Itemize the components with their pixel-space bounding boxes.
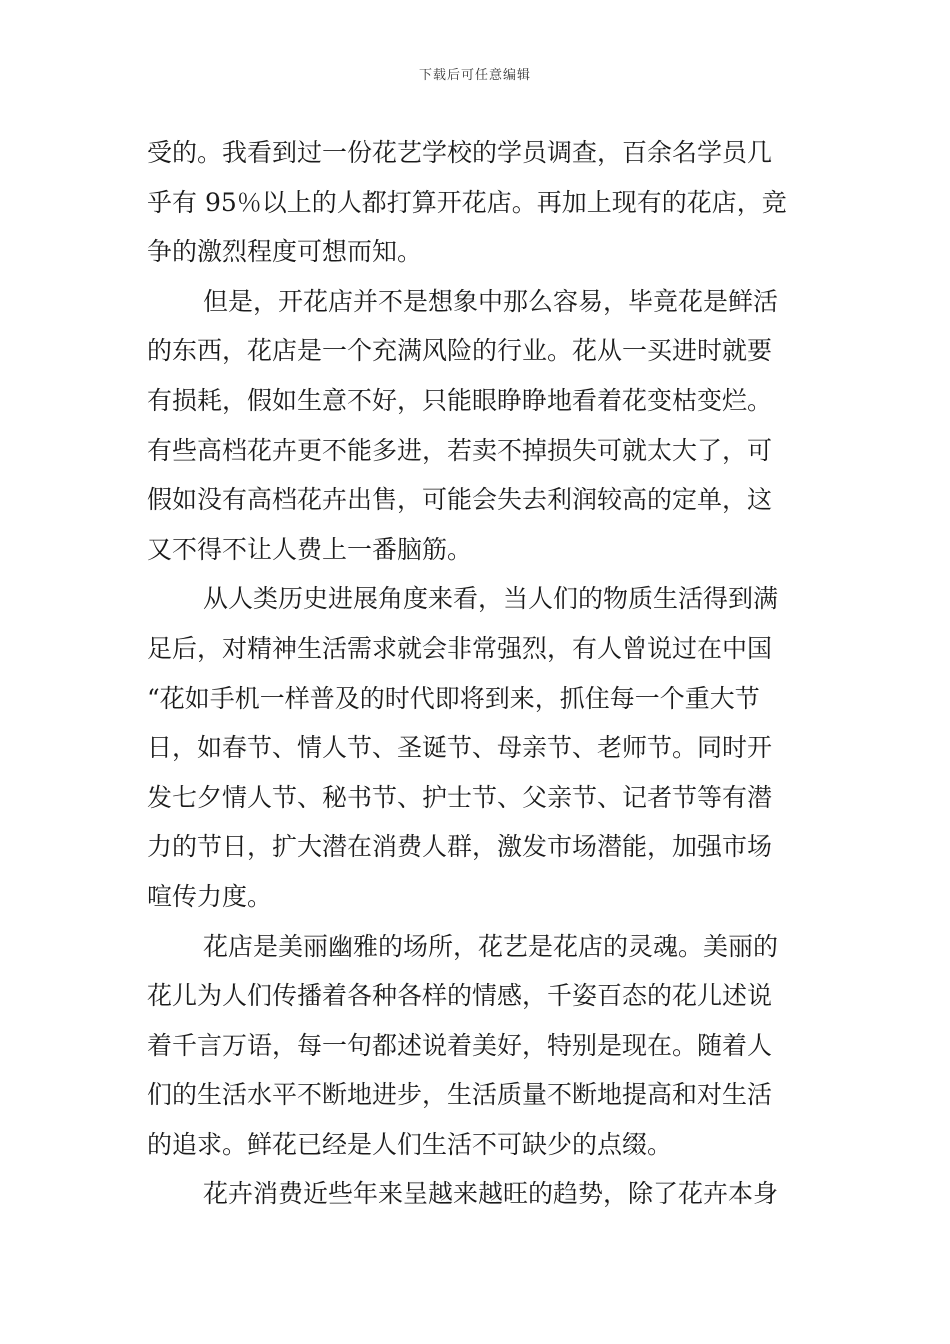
text-line: 有损耗，假如生意不好，只能眼睁睁地看着花变枯变烂。 [147, 385, 773, 415]
text-line: 假如没有高档花卉出售，可能会失去利润较高的定单，这 [147, 485, 773, 515]
text-line: 花店是美丽幽雅的场所，花艺是花店的灵魂。美丽的 [203, 931, 779, 961]
text-line: 争的激烈程度可想而知。 [147, 237, 423, 267]
paragraph [147, 277, 807, 575]
text-line: 力的节日，扩大潜在消费人群，激发市场潜能，加强市场 [147, 832, 773, 862]
text-line: 受的。我看到过一份花艺学校的学员调查，百余名学员几 [147, 138, 773, 167]
paragraph [147, 574, 807, 921]
text-line: “花如手机一样普及的时代即将到来，抓住每一个重大节 [147, 683, 760, 713]
text-line: 日，如春节、情人节、圣诞节、母亲节、老师节。同时开 [147, 733, 773, 763]
text-line: 足后，对精神生活需求就会非常强烈，有人曾说过在中国 [147, 633, 773, 663]
text-line: 但是，开花店并不是想象中那么容易，毕竟花是鲜活 [203, 286, 779, 316]
text-line: 乎有 95％以上的人都打算开花店。再加上现有的花店，竞 [147, 187, 787, 217]
text-line: 从人类历史进展角度来看，当人们的物质生活得到满 [203, 584, 779, 614]
text-line: 的追求。鲜花已经是人们生活不可缺少的点缀。 [147, 1129, 673, 1159]
text-line: 花儿为人们传播着各种各样的情感，千姿百态的花儿述说 [147, 981, 773, 1011]
text-line: 又不得不让人费上一番脑筋。 [147, 534, 473, 564]
text-line: 喧传力度。 [147, 881, 273, 911]
text-line: 发七夕情人节、秘书节、护士节、父亲节、记者节等有潜 [147, 782, 773, 812]
paragraph [147, 1169, 807, 1219]
paragraph [147, 922, 807, 1170]
text-line: 的东西，花店是一个充满风险的行业。花从一买进时就要 [147, 336, 773, 366]
paragraph [147, 128, 807, 277]
document-body [147, 128, 807, 1219]
text-line: 花卉消费近些年来呈越来越旺的趋势，除了花卉本身 [203, 1179, 779, 1209]
text-line: 有些高档花卉更不能多进，若卖不掉损失可就太大了，可 [147, 435, 773, 465]
text-line: 们的生活水平不断地进步，生活质量不断地提高和对生活 [147, 1080, 773, 1110]
page-header: 下载后可任意编辑 [418, 68, 531, 83]
text-line: 着千言万语，每一句都述说着美好，特别是现在。随着人 [147, 1030, 773, 1060]
